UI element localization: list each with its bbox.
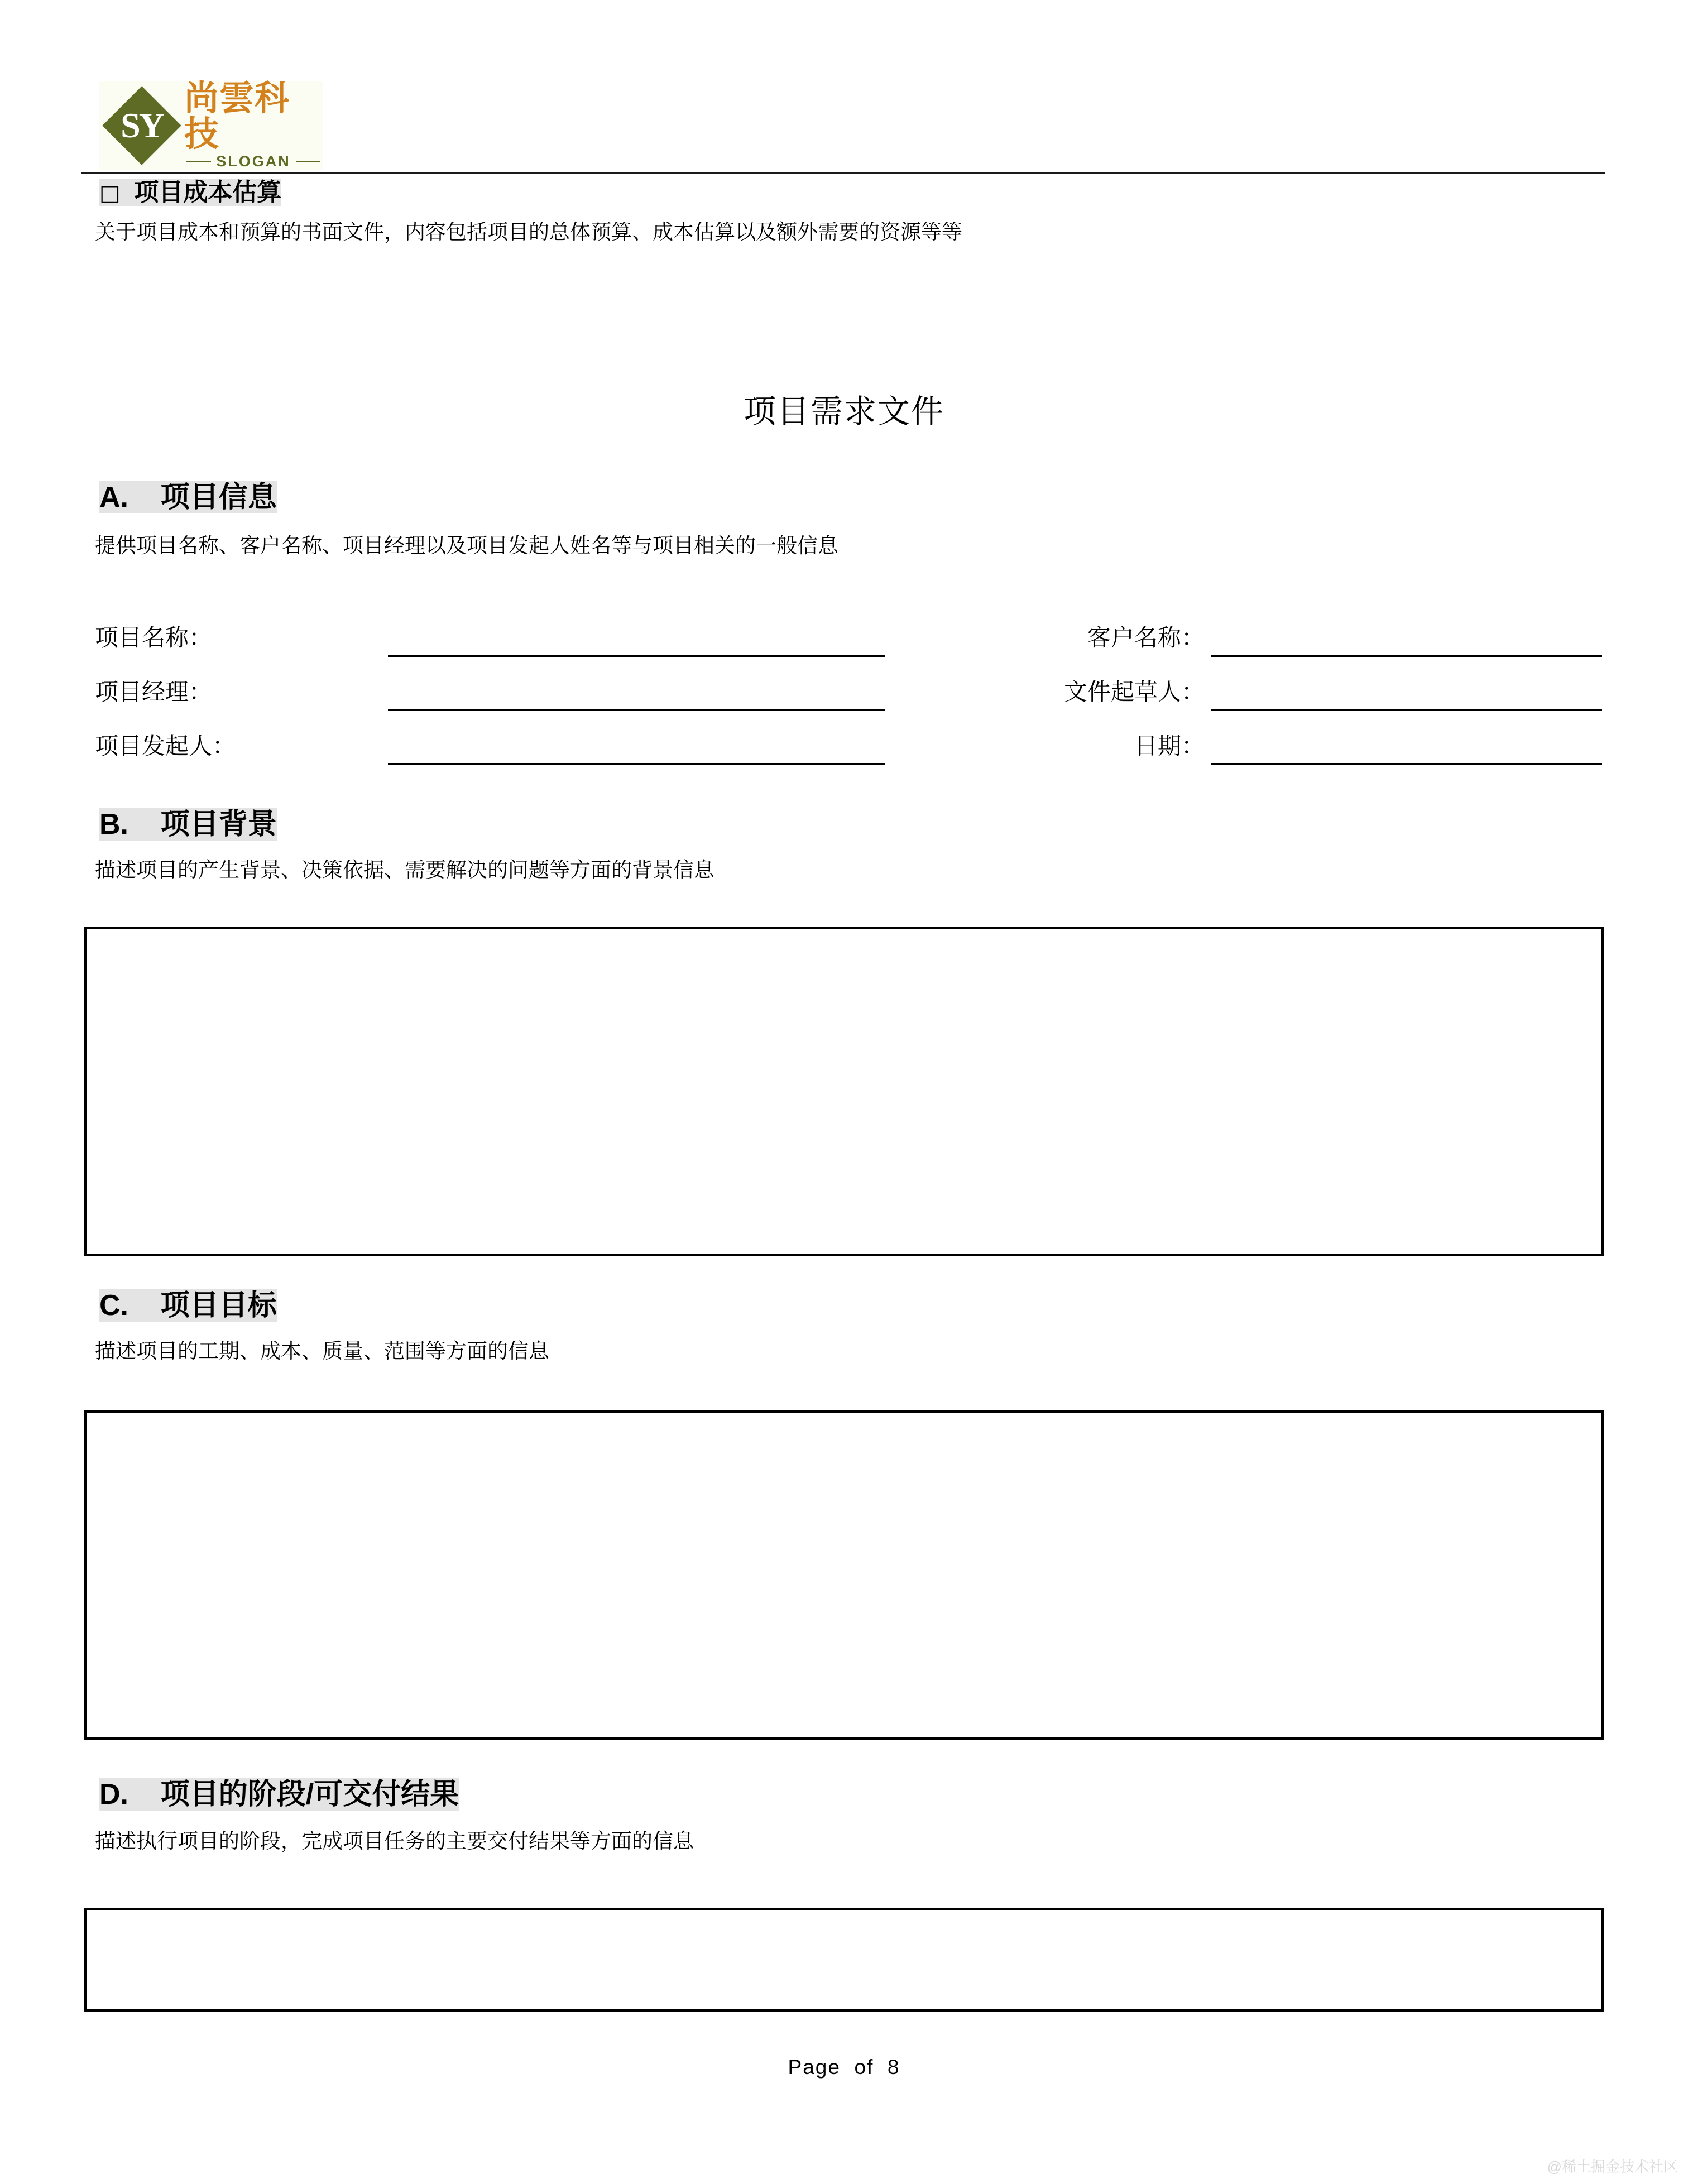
header-divider [81, 172, 1605, 174]
logo-slogan: SLOGAN [216, 152, 291, 170]
field-label-project-sponsor: 项目发起人： [95, 734, 236, 760]
answer-box-background[interactable] [84, 927, 1604, 1256]
answer-box-objectives[interactable] [84, 1410, 1604, 1740]
section-description-c: 描述项目的工期、成本、质量、范围等方面的信息 [95, 1340, 549, 1363]
answer-box-deliverables[interactable] [84, 1908, 1604, 2012]
logo-text [184, 81, 323, 170]
section-letter-c: C. [99, 1289, 128, 1322]
section-title-d: 项目的阶段/可交付结果 [160, 1778, 459, 1811]
project-info-form [95, 603, 1602, 765]
field-label-date: 日期： [1134, 734, 1205, 760]
logo-company-name: 尚雲科技 [184, 79, 290, 153]
section-description-a: 提供项目名称、客户名称、项目经理以及项目发起人姓名等与项目相关的一般信息 [95, 535, 838, 558]
section-description-b: 描述项目的产生背景、决策依据、需要解决的问题等方面的背景信息 [95, 859, 714, 882]
watermark: @稀土掘金技术社区 [1547, 2158, 1678, 2175]
section-heading-a [99, 481, 277, 513]
form-row [95, 603, 1602, 657]
field-input-date[interactable] [1211, 763, 1602, 765]
field-input-client-name[interactable] [1211, 655, 1602, 657]
section-letter-a: A. [99, 481, 128, 513]
slogan-rule-right [296, 161, 320, 162]
section-heading-d [99, 1778, 459, 1811]
company-logo [99, 81, 323, 170]
page-title: 项目需求文件 [743, 393, 944, 430]
section-title-c: 项目目标 [160, 1289, 277, 1322]
field-label-document-author: 文件起草人： [1063, 680, 1205, 705]
field-label-client-name: 客户名称： [1087, 626, 1205, 651]
form-row [95, 711, 1602, 765]
field-input-project-name[interactable] [388, 655, 885, 657]
slogan-rule-left [186, 161, 211, 162]
logo-slogan-row [186, 153, 320, 170]
section-title-a: 项目信息 [160, 481, 277, 513]
field-input-project-manager[interactable] [388, 709, 885, 711]
section-description-d: 描述执行项目的阶段，完成项目任务的主要交付结果等方面的信息 [95, 1830, 694, 1853]
logo-monogram: SY [121, 105, 163, 145]
checklist-item-cost-estimate [99, 179, 281, 206]
section-heading-b [99, 808, 277, 841]
section-title-b: 项目背景 [160, 808, 277, 841]
field-input-document-author[interactable] [1211, 709, 1602, 711]
field-label-project-name: 项目名称： [95, 626, 213, 651]
checklist-item-label: 项目成本估算 [134, 179, 282, 206]
logo-diamond-icon [103, 87, 181, 165]
section-letter-d: D. [99, 1778, 128, 1811]
checkbox-icon[interactable]: □ [99, 180, 121, 206]
field-input-project-sponsor[interactable] [388, 763, 885, 765]
form-row [95, 657, 1602, 711]
section-letter-b: B. [99, 808, 128, 841]
section-heading-c [99, 1289, 277, 1322]
field-label-project-manager: 项目经理： [95, 680, 213, 705]
page-footer: Page of 8 [788, 2056, 900, 2079]
checklist-item-description: 关于项目成本和预算的书面文件，内容包括项目的总体预算、成本估算以及额外需要的资源等等 [95, 221, 962, 244]
